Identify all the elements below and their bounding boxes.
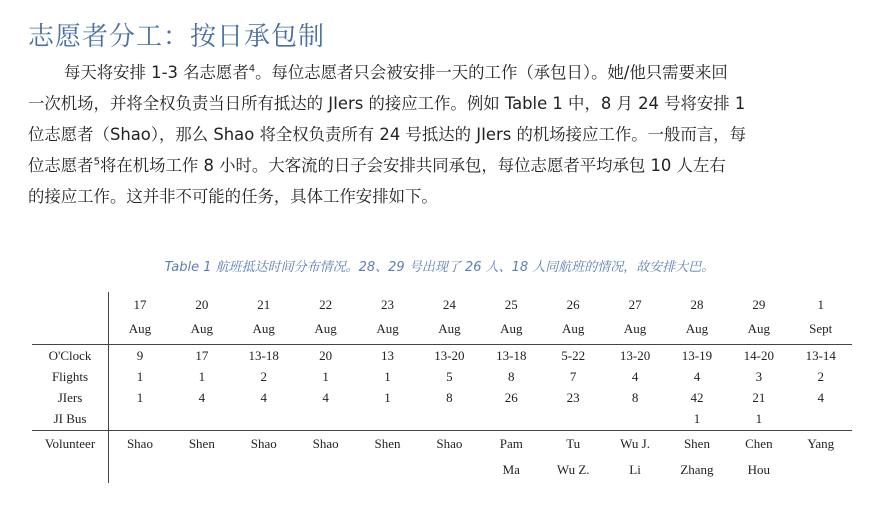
footnote-ref: 5 <box>93 156 100 168</box>
paragraph-line: 位志愿者（Shao），那么 Shao 将全权负责所有 24 号抵达的 JIers 的机场接应工作。一般而言，每 <box>28 125 746 144</box>
table-cell: 1 <box>136 369 144 384</box>
table-caption: Table 1 航班抵达时间分布情况。28、29 号出现了 26 人、18 人同航班的情况，故安排大巴。 <box>164 260 715 275</box>
day-cell: 24 <box>442 297 456 312</box>
month-cell: Aug <box>109 318 171 345</box>
table-cell: 4 <box>198 390 206 405</box>
table-cell: 13-19 <box>681 348 713 363</box>
volunteer-cell <box>233 431 295 484</box>
month-cell: Aug <box>233 318 295 345</box>
table-cell <box>233 408 295 431</box>
day-cell: 29 <box>752 297 766 312</box>
table-cell: 14-20 <box>743 348 775 363</box>
table-row <box>32 408 852 431</box>
month-cell: Aug <box>480 318 542 345</box>
day-cell: 27 <box>628 297 642 312</box>
volunteer-cell <box>109 431 171 484</box>
table-cell <box>171 408 233 431</box>
volunteer-name: Shen <box>188 436 215 451</box>
paragraph-line: 每天将安排 1-3 名志愿者$^4$。每位志愿者只会被安排一天的工作（承包日）。她/他只需要来回 <box>64 63 728 82</box>
table-cell: 1 <box>666 408 728 431</box>
volunteer-cell <box>480 431 542 484</box>
volunteer-cell <box>357 431 419 484</box>
volunteer-name: Shen <box>374 436 401 451</box>
table-cell: 4 <box>817 390 824 405</box>
table-cell: 4 <box>260 390 267 405</box>
day-cell: 26 <box>566 297 580 312</box>
table-cell: 13-20 <box>619 348 651 363</box>
table-cell <box>542 408 604 431</box>
volunteer-cell <box>728 431 790 484</box>
table-cell: 23 <box>566 390 580 405</box>
table-cell <box>418 408 480 431</box>
table-cell: 26 <box>504 390 518 405</box>
volunteer-name: Li <box>629 462 641 477</box>
day-cell: 22 <box>319 297 333 312</box>
table-cell: 42 <box>690 390 704 405</box>
volunteer-name: Pam <box>499 436 523 451</box>
month-cell: Aug <box>604 318 666 345</box>
volunteer-cell <box>295 431 357 484</box>
paragraph-line: 一次机场，并将全权负责当日所有抵达的 JIers 的接应工作。例如 Table 1 中，8 月 24 号将安排 1 <box>28 94 746 113</box>
day-cell: 28 <box>690 297 704 312</box>
volunteer-name: Shao <box>126 436 153 451</box>
table-cell: 1 <box>322 369 329 384</box>
volunteer-name: Chen <box>745 436 773 451</box>
volunteer-name: Wu Z. <box>556 462 590 477</box>
volunteer-cell <box>604 431 666 484</box>
paragraph-line: 的接应工作。这并非不可能的任务，具体工作安排如下。 <box>28 187 438 206</box>
volunteer-cell <box>542 431 604 484</box>
volunteer-cell <box>171 431 233 484</box>
table-header-row <box>32 318 852 345</box>
volunteer-name: Shao <box>250 436 277 451</box>
volunteer-name: Wu J. <box>620 436 650 451</box>
month-cell: Aug <box>357 318 419 345</box>
table-row <box>32 345 852 367</box>
header-corner <box>32 318 109 345</box>
table-cell: 1 <box>198 369 206 384</box>
table-cell: 7 <box>569 369 577 384</box>
table-cell: 8 <box>508 369 515 384</box>
day-cell: 20 <box>195 297 209 312</box>
intro-paragraph <box>28 57 858 212</box>
header-corner <box>32 292 109 318</box>
table-cell: 8 <box>446 390 453 405</box>
table-row <box>32 366 852 387</box>
table-cell <box>295 408 357 431</box>
table-cell: 4 <box>322 390 329 405</box>
table-cell: 1 <box>136 390 144 405</box>
volunteer-name: Tu <box>566 436 581 451</box>
day-cell: 21 <box>257 297 271 312</box>
volunteer-row <box>32 431 852 484</box>
table-cell: 1 <box>384 390 391 405</box>
arrival-schedule-table <box>32 292 852 483</box>
volunteer-name: Shen <box>683 436 710 451</box>
month-cell: Aug <box>418 318 480 345</box>
table-cell <box>604 408 666 431</box>
month-cell: Sept <box>790 318 852 345</box>
table-cell: 13-14 <box>805 348 836 363</box>
table-cell: 2 <box>817 369 824 384</box>
volunteer-name: Shao <box>436 436 463 451</box>
month-cell: Aug <box>171 318 233 345</box>
table-cell: 1 <box>384 369 391 384</box>
table-cell: 1 <box>728 408 790 431</box>
table-cell: 20 <box>319 348 333 363</box>
day-cell: 17 <box>133 297 147 312</box>
table-cell: 13-18 <box>496 348 527 363</box>
row-label: JI Bus <box>32 408 109 431</box>
table-cell <box>357 408 419 431</box>
row-label: JIers <box>32 387 109 408</box>
row-label: O'Clock <box>32 345 109 367</box>
day-cell: 25 <box>504 297 518 312</box>
volunteer-cell <box>666 431 728 484</box>
table-cell: 9 <box>136 348 144 363</box>
table-header-row <box>32 292 852 318</box>
volunteer-name: Shao <box>312 436 339 451</box>
volunteer-name: Yang <box>807 436 835 451</box>
day-cell: 23 <box>381 297 394 312</box>
volunteer-cell <box>418 431 480 484</box>
volunteer-name: Zhang <box>680 462 714 477</box>
table-cell: 3 <box>755 369 763 384</box>
table-cell <box>480 408 542 431</box>
volunteer-name: Hou <box>747 462 771 477</box>
table-cell: 4 <box>693 369 701 384</box>
volunteer-name: Ma <box>502 462 520 477</box>
table-cell: 13-20 <box>434 348 465 363</box>
table-cell: 21 <box>752 390 766 405</box>
table-row <box>32 387 852 408</box>
row-label: Flights <box>32 366 109 387</box>
month-cell: Aug <box>542 318 604 345</box>
table-cell: 13-18 <box>248 348 279 363</box>
table-cell: 4 <box>631 369 639 384</box>
table-cell <box>109 408 171 431</box>
day-cell: 1 <box>817 297 824 312</box>
table-cell <box>790 408 852 431</box>
row-label: Volunteer <box>32 431 109 484</box>
paragraph-line: 位志愿者$^5$将在机场工作 8 小时。大客流的日子会安排共同承包，每位志愿者平均承包 10 人左右 <box>28 156 726 175</box>
section-heading: 志愿者分工：按日承包制 <box>28 22 326 52</box>
table-cell: 8 <box>631 390 639 405</box>
table-cell: 17 <box>195 348 209 363</box>
month-cell: Aug <box>295 318 357 345</box>
table-cell: 13 <box>381 348 394 363</box>
table-cell: 5 <box>446 369 453 384</box>
month-cell: Aug <box>666 318 728 345</box>
month-cell: Aug <box>728 318 790 345</box>
footnote-ref: 4 <box>248 63 256 75</box>
table-cell: 5-22 <box>561 348 586 363</box>
table-cell: 2 <box>260 369 267 384</box>
volunteer-cell <box>790 431 852 484</box>
